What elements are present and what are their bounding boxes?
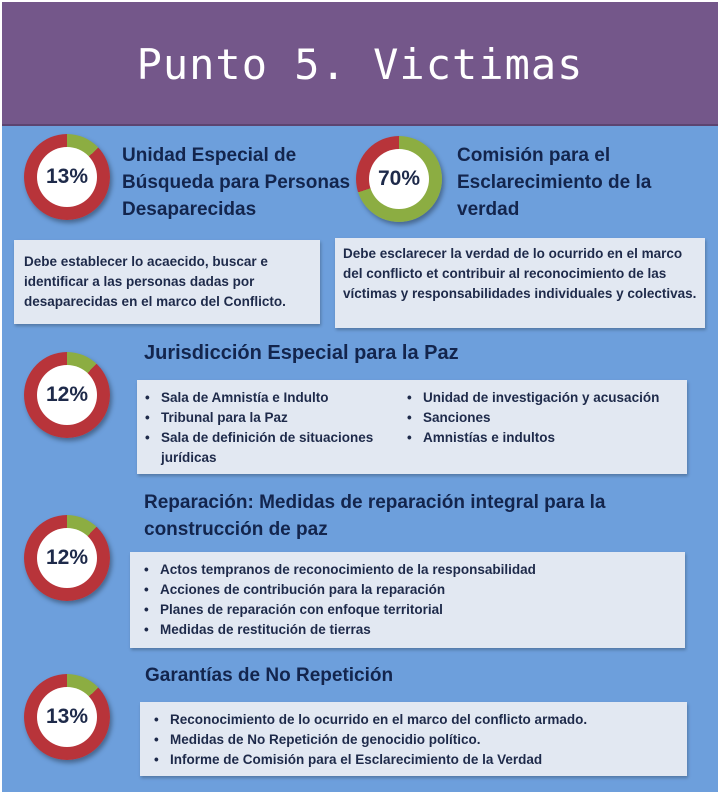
progress-ring-jep (24, 352, 110, 438)
progress-ring-center (369, 149, 429, 209)
percent-label: 12% (45, 383, 89, 406)
header-banner (2, 2, 718, 126)
progress-ring-center (37, 528, 97, 588)
section-title-no-repeticion: Garantías de No Repetición (145, 665, 394, 686)
list-reparacion (144, 560, 671, 640)
page-title: Punto 5. Victimas (136, 40, 584, 89)
description-box-esclarecimiento (335, 238, 705, 328)
list-jep-left (145, 388, 407, 468)
progress-ring-center (37, 365, 97, 425)
list-box-jep (137, 380, 687, 474)
section-title-busqueda: Unidad Especial de Búsqueda para Personas Desaparecidas (122, 145, 351, 220)
list-item: • Actos tempranos de reconocimiento de la responsabilidad (144, 560, 671, 580)
list-item: • Medidas de No Repetición de genocidio político. (154, 730, 673, 750)
list-box-no-repeticion (140, 702, 687, 776)
section-title-reparacion: Reparación: Medidas de reparación integral para la construcción de paz (144, 492, 606, 540)
progress-ring-center (37, 147, 97, 207)
description-text: Debe establecer lo acaecido, buscar e identificar a las personas dadas por desaparecidas en el marco del Conflicto. (24, 254, 286, 309)
progress-ring-center (37, 687, 97, 747)
description-text: Debe esclarecer la verdad de lo ocurrido en el marco del conflicto et contribuir al reconocimiento de las víctimas y responsabilidades individuales y colectivas. (343, 246, 697, 301)
percent-label: 70% (377, 167, 421, 190)
percent-label: 13% (45, 165, 89, 188)
percent-label: 12% (45, 546, 89, 569)
list-box-reparacion (130, 552, 685, 648)
list-item: • Acciones de contribución para la reparación (144, 580, 671, 600)
progress-ring-busqueda (24, 134, 110, 220)
list-item: • Informe de Comisión para el Esclarecimiento de la Verdad (154, 750, 673, 770)
list-item: • Medidas de restitución de tierras (144, 620, 671, 640)
list-item: • Planes de reparación con enfoque territorial (144, 600, 671, 620)
list-item: • Sala de definición de situaciones jurídicas (145, 428, 407, 468)
infographic-page (2, 2, 718, 792)
list-no-repeticion (154, 710, 673, 770)
section-title-esclarecimiento: Comisión para el Esclarecimiento de la verdad (457, 145, 652, 220)
list-item: • Tribunal para la Paz (145, 408, 407, 428)
list-item: • Sala de Amnistía e Indulto (145, 388, 407, 408)
list-jep-right (407, 388, 679, 468)
progress-ring-esclarecimiento (356, 136, 442, 222)
list-item: • Reconocimiento de lo ocurrido en el marco del conflicto armado. (154, 710, 673, 730)
progress-ring-reparacion (24, 515, 110, 601)
list-item: • Unidad de investigación y acusación (407, 388, 679, 408)
list-item: • Amnistías e indultos (407, 428, 679, 448)
description-box-busqueda (14, 240, 320, 324)
percent-label: 13% (45, 705, 89, 728)
list-item: • Sanciones (407, 408, 679, 428)
progress-ring-no-repeticion (24, 674, 110, 760)
section-title-jep: Jurisdicción Especial para la Paz (144, 342, 459, 364)
